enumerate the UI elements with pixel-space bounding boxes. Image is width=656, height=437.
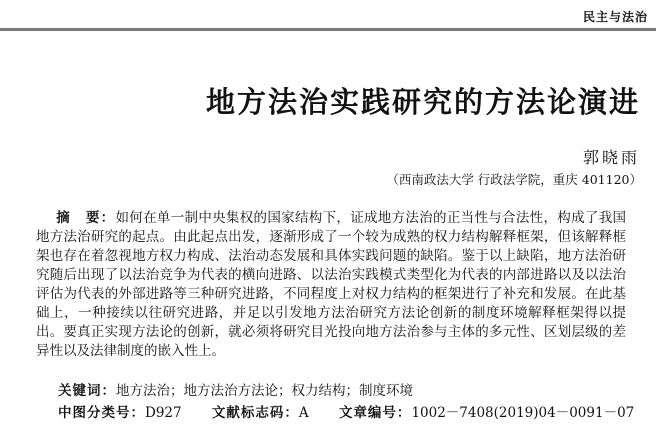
article-number-value: 1002－7408(2019)04－0091－07 bbox=[411, 405, 635, 421]
keywords-label: 关键词： bbox=[58, 383, 116, 399]
clc-number bbox=[58, 405, 182, 421]
keywords bbox=[58, 382, 628, 401]
classification-line bbox=[58, 404, 634, 423]
article-number-label: 文章编号： bbox=[338, 405, 412, 421]
article-author: 郭晓雨 bbox=[582, 148, 640, 167]
header-rule bbox=[0, 28, 656, 31]
article-number bbox=[339, 405, 634, 421]
keywords-text: 地方法治；地方法治方法论；权力结构；制度环境 bbox=[116, 383, 413, 399]
abstract bbox=[36, 209, 626, 361]
clc-value: D927 bbox=[145, 405, 182, 421]
author-affiliation: （西南政法大学 行政法学院，重庆 401120） bbox=[386, 172, 642, 187]
document-code-label: 文献标志码： bbox=[211, 405, 299, 421]
clc-label: 中图分类号： bbox=[58, 405, 145, 421]
document-code-value: A bbox=[298, 405, 309, 421]
document-code bbox=[212, 405, 309, 421]
article-title: 地方法治实践研究的方法论演进 bbox=[205, 85, 640, 119]
abstract-text: 如何在单一制中央集权的国家结构下，证成地方法治的正当性与合法性，构成了我国地方法治研究的起点。由此起点出发，逐渐形成了一个较为成熟的权力结构解释框架，但该解释框架也存在着忽视地方权力构成、法治动态发展和具体实践问题的缺陷。鉴于以上缺陷，地方法治研究随后出现了以法治竞争为代表的横向进路、以法治实践模式类型化为代表的内部进路以及以法治评估为代表的外部进路等三种研究进路，不同程度上对权力结构的框架进行了补充和发展。在此基础上，一种接续以往研究进路，并足以引发地方法治研究方法论创新的制度环境解释框架得以提出。要真正实现方法论的创新，就必须将研究目光投向地方法治参与主体的多元性、区划层级的差异性以及法律制度的嵌入性上。 bbox=[36, 210, 627, 359]
journal-section-label: 民主与法治 bbox=[582, 10, 648, 24]
abstract-label: 摘 要： bbox=[56, 210, 116, 226]
